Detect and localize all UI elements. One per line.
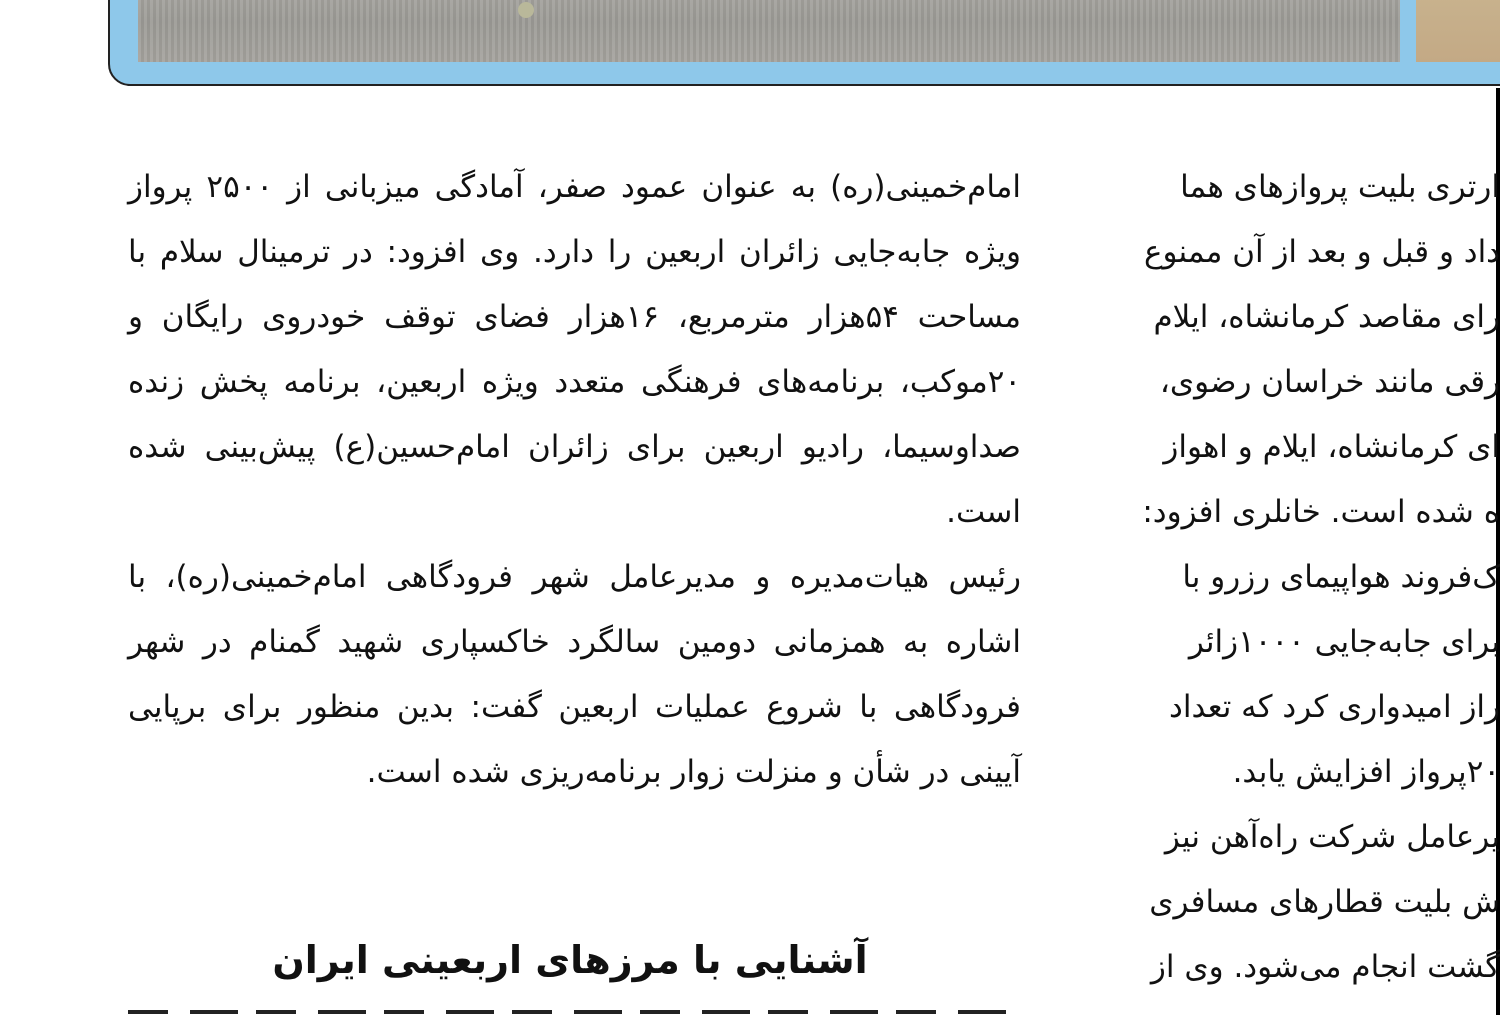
side-article-column [1098, 155, 1500, 1015]
photo-detail [518, 2, 534, 18]
side-text-line: گشت انجام می‌شود. وی از [1150, 949, 1500, 985]
article-paragraph: امام‌خمینی(ره) به عنوان عمود صفر، آمادگی میزبانی از ۲۵۰۰ پرواز ویژه جابه‌جایی زائران اربعین را دارد. وی افزود: در ترمینال سلام با مساحت ۵۴هزار مترمربع، ۱۶هزار فضای توقف خودروی رایگان و ۲۰موکب، برنامه‌های فرهنگی متعدد ویژه اربعین، برنامه پخش زنده صداوسیما، رادیو اربعین برای زائران امام‌حسین(ع) پیش‌بینی شده است. [128, 169, 1022, 530]
side-text-line: رای مقاصد کرمانشاه، ایلام [1153, 299, 1500, 335]
article-paragraph: رئیس هیات‌مدیره و مدیرعامل شهر فرودگاهی امام‌خمینی(ره)، با اشاره به همزمانی دومین سالگرد خاکسپاری شهید گمنام در شهر فرودگاهی با شروع عملیات اربعین گفت: بدین منظور برای برپایی آیینی در شأن و منزلت زوار برنامه‌ریزی شده است. [128, 559, 1021, 790]
side-text-line: ش بلیت قطارهای مسافری [1149, 884, 1500, 920]
side-text-line: رقی مانند خراسان رضوی، [1159, 364, 1500, 400]
article-photo-secondary [1416, 0, 1500, 62]
photo-frame [108, 0, 1500, 86]
section-heading: آشنایی با مرزهای اربعینی ایران [272, 938, 868, 982]
side-text-line: راز امیدواری کرد که تعداد [1169, 689, 1500, 725]
side-text-line: داد و قبل و بعد از آن ممنوع [1143, 234, 1500, 270]
side-text-line: یرعامل شرکت راه‌آهن نیز [1164, 819, 1500, 855]
main-article-column [128, 155, 1021, 805]
side-text-line: برای جابه‌جایی ۱۰۰۰زائر [1188, 624, 1500, 660]
side-text-line: ای کرمانشاه، ایلام و اهواز [1163, 429, 1500, 465]
side-text-line: ه شده است. خانلری افزود: [1142, 494, 1500, 530]
truncated-text-line [128, 1002, 1021, 1015]
side-text-line: ارتری بلیت پروازهای هما [1180, 169, 1500, 205]
article-photo [138, 0, 1400, 62]
side-text-line: ک‌فروند هواپیمای رزرو با [1182, 559, 1500, 595]
side-text-line: ۲۰پرواز افزایش یابد. [1232, 754, 1500, 790]
